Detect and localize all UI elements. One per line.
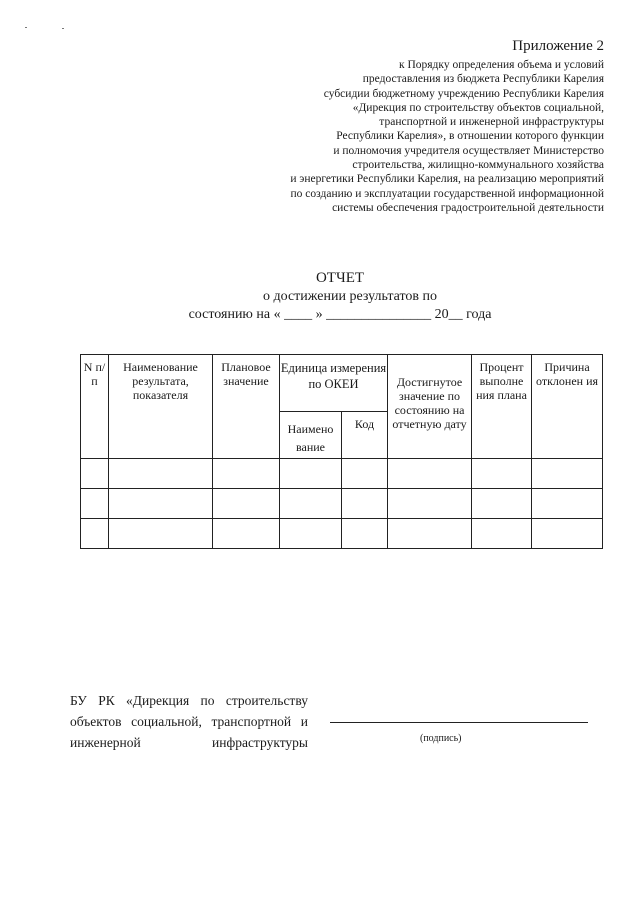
table-cell (388, 459, 472, 489)
table-cell (342, 519, 388, 549)
results-table (80, 354, 603, 549)
table-cell (81, 489, 109, 519)
header-achieved-value: Достигнутое значение по состоянию на отчетную дату (388, 355, 472, 459)
table-cell (213, 489, 280, 519)
table-cell (280, 489, 342, 519)
table-row (81, 489, 603, 519)
signature-line (330, 721, 588, 723)
org-word: инфраструктуры (212, 735, 308, 750)
table-cell (342, 459, 388, 489)
header-planned-value: Плановое значение (213, 355, 280, 459)
org-word: транспортной (211, 714, 292, 729)
table-cell (81, 459, 109, 489)
table-cell (388, 489, 472, 519)
scan-speck (25, 27, 27, 28)
org-word: объектов (70, 714, 122, 729)
org-word: БУ (70, 693, 87, 708)
appendix-line: системы обеспечения градостроительной деятельности (332, 201, 604, 214)
scan-speck (62, 28, 64, 29)
header-deviation-reason: Причина отклонен ия (532, 355, 603, 459)
table-cell (280, 519, 342, 549)
appendix-line: «Дирекция по строительству объектов социальной, (352, 101, 604, 114)
appendix-description (224, 58, 604, 215)
org-word: социальной, (131, 714, 202, 729)
appendix-line: предоставления из бюджета Республики Карелия (362, 73, 604, 86)
org-word: инженерной (70, 735, 141, 750)
org-word: РК (98, 693, 115, 708)
org-word: и (300, 714, 308, 729)
organization-name (70, 690, 308, 753)
table-row (81, 519, 603, 549)
appendix-line: по созданию и эксплуатации государственной информационной (290, 187, 604, 200)
appendix-line: и полномочия учредителя осуществляет Министерство (333, 144, 604, 157)
header-number: N п/п (81, 355, 109, 459)
report-date-line: состоянию на « ____ » _______________ 20__ года (188, 307, 492, 322)
table-cell (532, 519, 603, 549)
table-cell (109, 519, 213, 549)
table-cell (532, 459, 603, 489)
table-cell (280, 459, 342, 489)
table-cell (81, 519, 109, 549)
table-cell (532, 489, 603, 519)
header-unit-name: Наимено вание (280, 412, 342, 459)
appendix-title: Приложение 2 (512, 38, 604, 54)
header-okei-unit: Единица измерения по ОКЕИ (280, 355, 388, 412)
org-word: по (200, 693, 215, 708)
report-subtitle: о достижении результатов по (263, 289, 437, 304)
appendix-line: субсидии бюджетному учреждению Республики Карелия (323, 87, 604, 100)
org-line (70, 690, 308, 711)
report-title: ОТЧЕТ (315, 270, 365, 286)
table-cell (109, 489, 213, 519)
header-result-name: Наименование результата, показателя (109, 355, 213, 459)
table-cell (109, 459, 213, 489)
table-cell (213, 519, 280, 549)
appendix-line: строительства, жилищно-коммунального хозяйства (352, 159, 604, 172)
header-percent-completed: Процент выполне ния плана (472, 355, 532, 459)
appendix-line: и энергетики Республики Карелия, на реализацию мероприятий (290, 173, 604, 186)
table-cell (342, 489, 388, 519)
appendix-line: к Порядку определения объема и условий (399, 59, 604, 71)
org-word: «Дирекция (126, 693, 190, 708)
table-cell (388, 519, 472, 549)
org-line (70, 732, 308, 753)
appendix-line: Республики Карелия», в отношении которого функции (336, 130, 604, 143)
org-word: строительству (225, 693, 308, 708)
table-cell (472, 459, 532, 489)
signature-caption: (подпись) (420, 733, 462, 744)
org-line (70, 711, 308, 732)
table-cell (472, 519, 532, 549)
table-cell (472, 489, 532, 519)
appendix-line: транспортной и инженерной инфраструктуры (379, 116, 604, 129)
table-cell (213, 459, 280, 489)
header-unit-code: Код (342, 412, 388, 459)
table-row (81, 459, 603, 489)
